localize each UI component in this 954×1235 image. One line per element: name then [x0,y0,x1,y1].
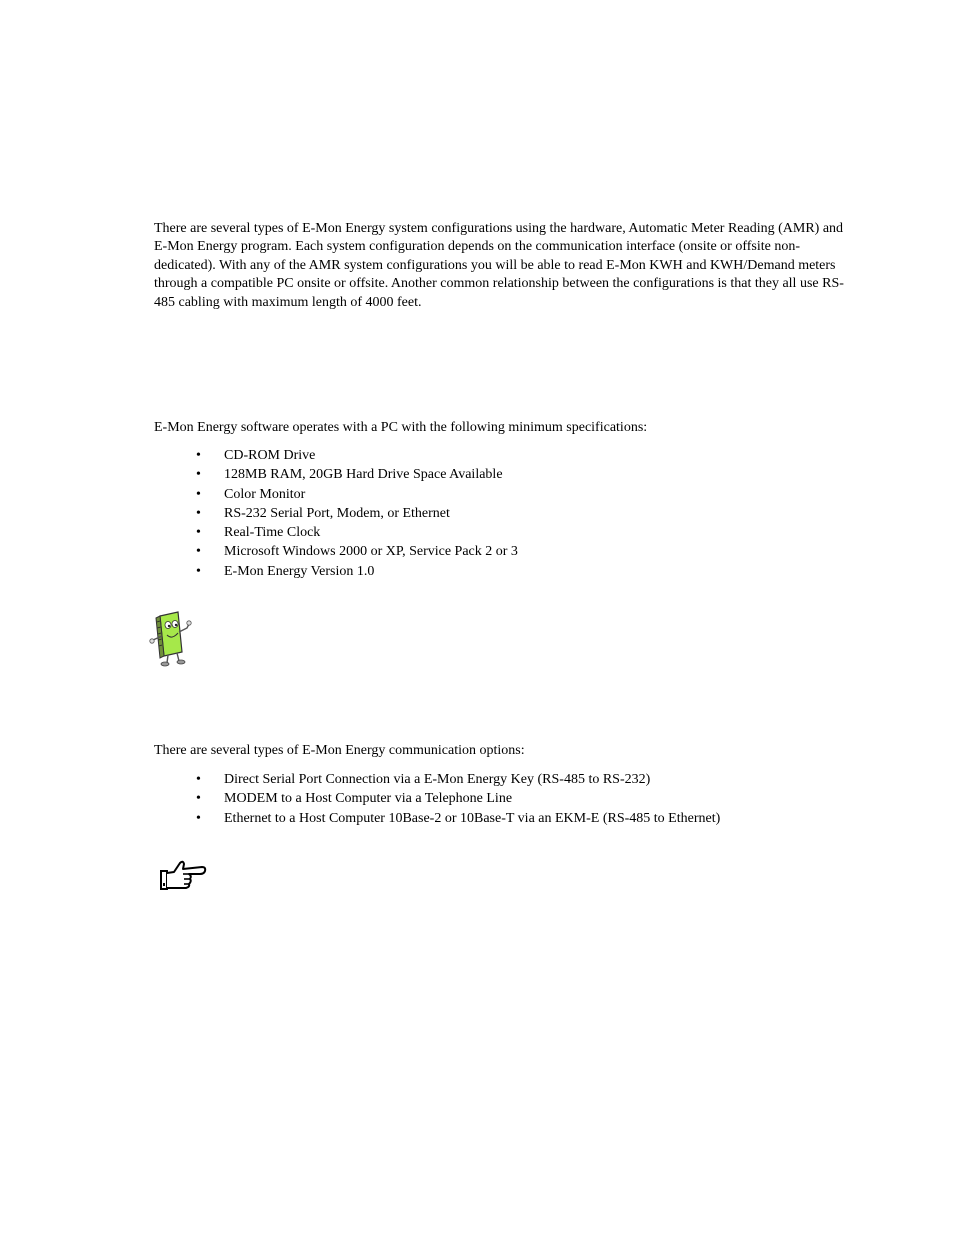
bullet: • [196,791,201,807]
comm-intro-text: There are several types of E-Mon Energy communication options: [154,743,525,758]
comm-options-list [154,770,720,828]
list-item: • E-Mon Energy Version 1.0 [154,562,518,581]
bullet: • [196,467,201,483]
specs-list [154,446,518,581]
bullet: • [196,810,201,826]
list-item: • RS-232 Serial Port, Modem, or Ethernet [154,504,518,523]
bullet: • [196,448,201,463]
list-item: • 128MB RAM, 20GB Hard Drive Space Available [154,465,518,484]
bullet: • [196,772,201,787]
bullet: • [196,486,201,502]
list-item: • Real-Time Clock [154,523,518,542]
bullet: • [196,525,201,541]
intro-paragraph: There are several types of E-Mon Energy system configurations using the hardware, Automatic Meter Reading (AMR) and E-Mon Energy program. Each system configuration depends on the communication interface (onsite or offsite non-dedicated). With any of the AMR system configurations you will be able to read E-Mon KWH and KWH/Demand meters through a compatible PC onsite or offsite. Another common relationship between the configurations is that they all use RS-485 cabling with maximum length of 4000 feet. [154,221,844,310]
list-item: • CD-ROM Drive [154,446,518,465]
bullet: • [196,563,201,579]
list-item: • Direct Serial Port Connection via a E-Mon Energy Key (RS-485 to RS-232) [154,770,720,789]
list-item: • Microsoft Windows 2000 or XP, Service Pack 2 or 3 [154,542,518,561]
bullet: • [196,505,201,521]
list-item: • Color Monitor [154,485,518,504]
specs-intro-text: E-Mon Energy software operates with a PC with the following minimum specifications: [154,420,648,435]
pointing-hand-icon [158,858,208,892]
meter-mascot-icon [148,608,194,668]
list-item: • MODEM to a Host Computer via a Telephone Line [154,789,720,808]
list-item: • Ethernet to a Host Computer 10Base-2 or 10Base-T via an EKM-E (RS-485 to Ethernet) [154,809,720,828]
bullet: • [196,544,201,560]
